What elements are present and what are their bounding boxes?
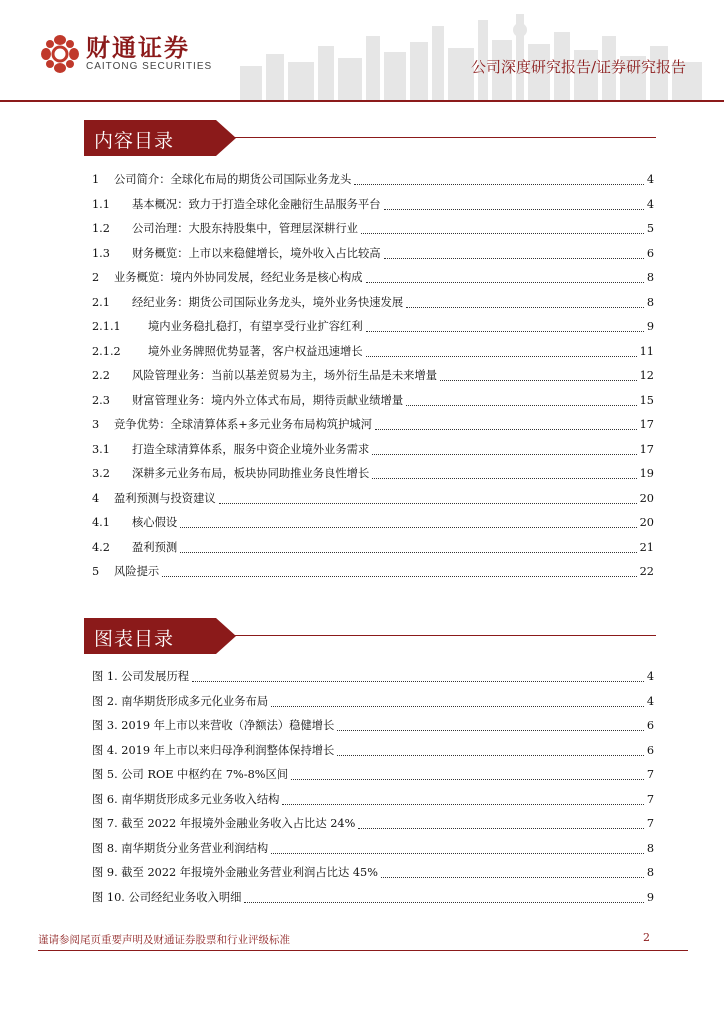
toc-entry-number: 3.1 [92, 442, 110, 456]
toc-entry[interactable] [92, 563, 654, 581]
page-reference: 5 [646, 222, 654, 235]
dot-leader [406, 307, 644, 308]
toc-entry[interactable] [92, 539, 654, 557]
figure-title: 图 1. 公司发展历程 [92, 670, 190, 683]
figure-list-item[interactable] [92, 742, 654, 760]
toc-entry-title: 风险管理业务：当前以基差贸易为主，场外衍生品是未来增量 [132, 369, 438, 382]
dot-leader [366, 356, 637, 357]
toc-entry-number: 1.1 [92, 197, 110, 211]
toc-heading: 内容目录 [94, 130, 175, 152]
figure-title: 图 7. 截至 2022 年报境外金融业务收入占比达 24% [92, 817, 356, 830]
page-reference: 11 [639, 344, 654, 358]
page-reference: 6 [646, 719, 654, 732]
figure-title: 图 8. 南华期货分业务营业利润结构 [92, 841, 269, 855]
figure-list-item[interactable] [92, 791, 654, 809]
toc-entry[interactable] [92, 171, 654, 189]
dot-leader [366, 282, 644, 283]
toc-entry-title: 境内业务稳扎稳打，有望享受行业扩容红利 [148, 320, 363, 333]
dot-leader [358, 828, 643, 829]
page-reference: 9 [646, 320, 654, 333]
figure-title: 图 10. 公司经纪业务收入明细 [92, 890, 242, 904]
toc-entry-number: 4 [92, 491, 100, 505]
figures-heading: 图表目录 [94, 628, 175, 650]
toc-entry-number: 5 [92, 565, 100, 578]
page-reference: 15 [639, 393, 654, 407]
dot-leader [271, 706, 644, 707]
figure-list-item[interactable] [92, 889, 654, 907]
toc-entry-title: 竞争优势：全球清算体系+多元业务布局构筑护城河 [114, 418, 372, 431]
toc-entry[interactable] [92, 294, 654, 312]
page-reference: 12 [639, 369, 654, 382]
page-reference: 6 [646, 743, 654, 757]
dot-leader [337, 730, 643, 731]
toc-entry-number: 3 [92, 418, 100, 431]
toc-entry-number: 2.1.2 [92, 344, 121, 358]
figure-title: 图 2. 南华期货形成多元化业务布局 [92, 694, 269, 708]
toc-entry-title: 打造全球清算体系，服务中资企业境外业务需求 [132, 442, 370, 456]
page-number: 2 [643, 931, 650, 944]
toc-entry-number: 4.2 [92, 540, 110, 554]
toc-entry[interactable] [92, 196, 654, 214]
dot-leader [384, 258, 644, 259]
toc-entry-title: 境外业务牌照优势显著，客户权益迅速增长 [148, 344, 363, 358]
figure-list-item[interactable] [92, 864, 654, 882]
page-reference: 6 [646, 246, 654, 260]
toc-section-banner [84, 120, 656, 156]
toc-entry-title: 盈利预测与投资建议 [114, 491, 216, 505]
toc-entry[interactable] [92, 441, 654, 459]
toc-entry-number: 2.1.1 [92, 320, 121, 333]
toc-entry-title: 基本概况：致力于打造全球化金融衍生品服务平台 [132, 197, 381, 211]
toc-entry-number: 3.2 [92, 467, 110, 480]
page-reference: 8 [646, 295, 654, 309]
toc-entry-title: 经纪业务：期货公司国际业务龙头，境外业务快速发展 [132, 295, 404, 309]
dot-leader [384, 209, 644, 210]
page-reference: 8 [646, 841, 654, 855]
page-reference: 20 [639, 491, 654, 505]
page-reference: 7 [646, 768, 654, 781]
toc-entry-number: 2.3 [92, 393, 110, 407]
dot-leader [271, 853, 644, 854]
footer-divider [38, 950, 688, 951]
toc-entry[interactable] [92, 367, 654, 385]
figure-list-item[interactable] [92, 766, 654, 784]
figure-list-item[interactable] [92, 815, 654, 833]
figure-title: 图 3. 2019 年上市以来营收（净额法）稳健增长 [92, 719, 335, 732]
page-reference: 17 [639, 418, 654, 431]
dot-leader [180, 527, 636, 528]
city-skyline-illustration [230, 6, 710, 100]
page-reference: 4 [646, 694, 654, 708]
dot-leader [192, 681, 644, 682]
dot-leader [244, 902, 643, 903]
toc-entry[interactable] [92, 343, 654, 361]
figure-list-item[interactable] [92, 717, 654, 735]
toc-entry-title: 公司治理：大股东持股集中，管理层深耕行业 [132, 222, 358, 235]
toc-entry-title: 深耕多元业务布局，板块协同助推业务良性增长 [132, 467, 370, 480]
dot-leader [354, 184, 644, 185]
toc-entry[interactable] [92, 269, 654, 287]
dot-leader [361, 233, 644, 234]
figure-title: 图 4. 2019 年上市以来归母净利润整体保持增长 [92, 743, 335, 757]
dot-leader [219, 503, 637, 504]
page-reference: 17 [639, 442, 654, 456]
dot-leader [366, 331, 644, 332]
toc-entry-number: 2.2 [92, 369, 110, 382]
dot-leader [180, 552, 636, 553]
page-reference: 4 [646, 197, 654, 211]
dot-leader [375, 429, 637, 430]
toc-entry-title: 公司简介：全球化布局的期货公司国际业务龙头 [114, 173, 352, 186]
page-reference: 4 [646, 670, 654, 683]
page-reference: 4 [646, 173, 654, 186]
toc-entry[interactable] [92, 220, 654, 238]
toc-entry[interactable] [92, 245, 654, 263]
banner-rule [234, 137, 656, 138]
dot-leader [381, 877, 644, 878]
page-reference: 7 [646, 817, 654, 830]
toc-entry-title: 核心假设 [132, 516, 178, 529]
figure-list-item[interactable] [92, 840, 654, 858]
caitong-logo-icon [40, 34, 80, 74]
toc-entry-title: 财富管理业务：境内外立体式布局，期待贡献业绩增量 [132, 393, 404, 407]
toc-entry[interactable] [92, 514, 654, 532]
figure-title: 图 9. 截至 2022 年报境外金融业务营业利润占比达 45% [92, 866, 378, 879]
page-reference: 8 [646, 866, 654, 879]
dot-leader [372, 478, 636, 479]
toc-entry[interactable] [92, 416, 654, 434]
toc-entry[interactable] [92, 465, 654, 483]
toc-entry[interactable] [92, 318, 654, 336]
dot-leader [282, 804, 643, 805]
header-divider [0, 100, 724, 102]
toc-entry-number: 1 [92, 173, 100, 186]
toc-entry-number: 2 [92, 271, 100, 284]
page-reference: 8 [646, 271, 654, 284]
dot-leader [406, 405, 636, 406]
page-reference: 21 [639, 540, 654, 554]
page-reference: 7 [646, 792, 654, 806]
toc-entry-number: 1.3 [92, 246, 110, 260]
dot-leader [372, 454, 636, 455]
toc-entry-title: 盈利预测 [132, 540, 178, 554]
toc-entry-title: 业务概览：境内外协同发展，经纪业务是核心构成 [114, 271, 363, 284]
logo-chinese-name: 财通证券 [86, 34, 190, 62]
page-reference: 19 [639, 467, 654, 480]
footer-disclaimer: 谨请参阅尾页重要声明及财通证券股票和行业评级标准 [38, 934, 290, 946]
figure-list-item[interactable] [92, 668, 654, 686]
toc-entry-number: 4.1 [92, 516, 110, 529]
toc-entry[interactable] [92, 392, 654, 410]
report-type-title: 公司深度研究报告/证券研究报告 [470, 58, 686, 76]
dot-leader [162, 576, 636, 577]
dot-leader [440, 380, 637, 381]
page-reference: 20 [639, 516, 654, 529]
toc-entry-number: 2.1 [92, 295, 110, 309]
dot-leader [291, 779, 644, 780]
toc-entry[interactable] [92, 490, 654, 508]
banner-rule [234, 635, 656, 636]
page-reference: 9 [646, 890, 654, 904]
logo-english-name: CAITONG SECURITIES [86, 61, 213, 72]
page-header [0, 0, 724, 106]
page-reference: 22 [639, 565, 654, 578]
toc-entry-title: 风险提示 [114, 565, 160, 578]
toc-entry-number: 1.2 [92, 222, 110, 235]
figures-section-banner [84, 618, 656, 654]
company-logo [40, 34, 212, 74]
figure-title: 图 6. 南华期货形成多元业务收入结构 [92, 792, 280, 806]
figure-title: 图 5. 公司 ROE 中枢约在 7%-8%区间 [92, 768, 289, 781]
figure-list-item[interactable] [92, 693, 654, 711]
toc-entry-title: 财务概览：上市以来稳健增长，境外收入占比较高 [132, 246, 381, 260]
dot-leader [337, 755, 643, 756]
